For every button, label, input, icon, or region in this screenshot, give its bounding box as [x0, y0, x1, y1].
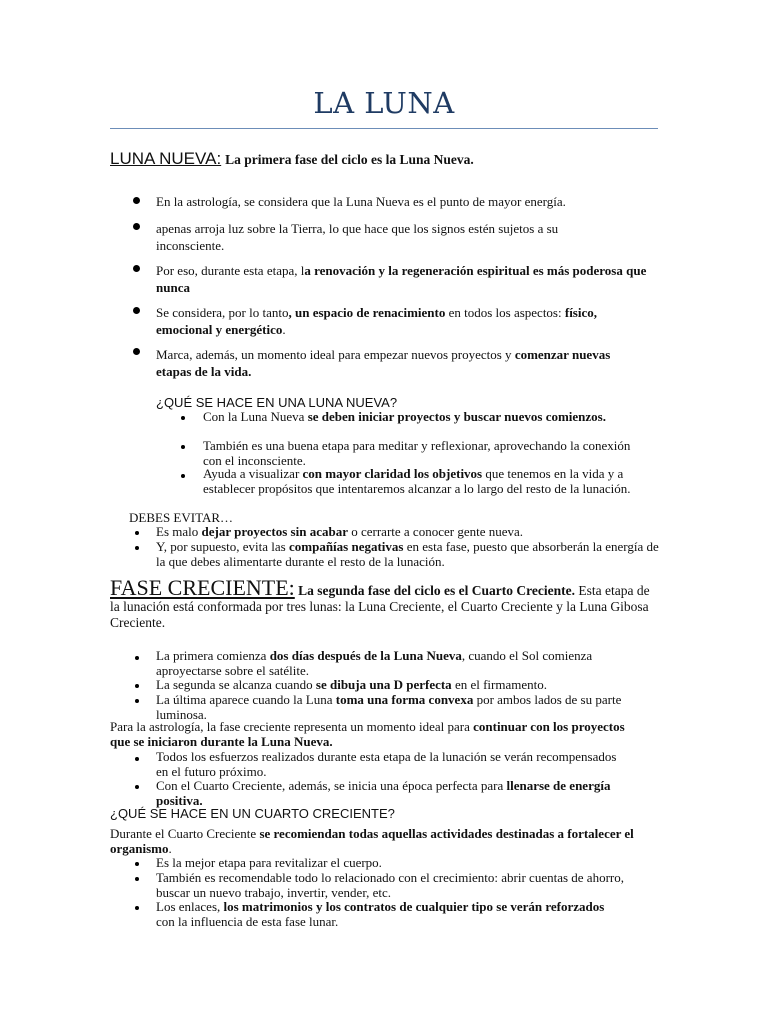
fc-c2-bold: se dibuja una D perfecta [315, 677, 452, 692]
ln-q3-text: Ayuda a visualizar [203, 466, 303, 481]
ln-q1-bold: se deben iniciar proyectos y buscar nuevos comienzos. [307, 409, 606, 424]
ln-b3-text: Por eso, durante esta etapa, l [156, 263, 305, 278]
ln-avoid-item-1 [156, 524, 656, 539]
ln-question-heading: ¿QUÉ SE HACE EN UNA LUNA NUEVA? [156, 395, 398, 410]
document-title: LA LUNA [313, 86, 455, 120]
fc-e3-bold: los matrimonios y los contratos de cualquier tipo se verán reforzados [223, 899, 605, 914]
fc-d2-text: Con el Cuarto Creciente, además, se inicia una época perfecta para [156, 778, 507, 793]
ln-bullet-1: En la astrología, se considera que la Luna Nueva es el punto de mayor energía. [156, 194, 566, 209]
fc-e-item-2: También es recomendable todo lo relacionado con el crecimiento: abrir cuentas de ahorro, buscar un nuevo trabajo, invertir, vender, etc. [156, 870, 624, 900]
ln-a2-text: Y, por supuesto, evita las [156, 539, 289, 554]
fc-question-paragraph [110, 826, 660, 856]
bullet-dot [135, 656, 139, 660]
ln-b4-text: Se considera, por lo tanto [156, 305, 289, 320]
fc-c3-bold: toma una forma convexa [335, 692, 474, 707]
fc-p-text: Para la astrología, la fase creciente representa un momento ideal para [110, 719, 474, 734]
fc-c2-text: La segunda se alcanza cuando [156, 677, 316, 692]
ln-q1-text: Con la Luna Nueva [203, 409, 308, 424]
fc-e-item-1: Es la mejor etapa para revitalizar el cuerpo. [156, 855, 382, 870]
fc-detail-1: Todos los esfuerzos realizados durante esta etapa de la lunación se verán recompensados en el futuro próximo. [156, 749, 617, 779]
bullet-dot [135, 684, 139, 688]
bullet-dot [133, 223, 140, 230]
section-luna-nueva-heading [110, 149, 670, 169]
bullet-dot [135, 757, 139, 761]
bullet-dot [133, 197, 140, 204]
ln-b3-bold: a renovación y la regeneración espiritual es más poderosa que nunca [156, 263, 647, 295]
fc-detail-2 [156, 778, 636, 808]
fc-c2-end: en el firmamento. [451, 677, 547, 692]
ln-bullet-4 [156, 304, 656, 338]
fc-item-1 [156, 648, 656, 678]
ln-q3-bold: con mayor claridad los objetivos [302, 466, 483, 481]
bullet-dot [135, 906, 139, 910]
ln-a1-text: Es malo [156, 524, 202, 539]
luna-nueva-intro: La primera fase del ciclo es la Luna Nueva. [225, 152, 474, 167]
ln-avoid-item-2 [156, 539, 661, 569]
ln-a1-bold: dejar proyectos sin acabar [201, 524, 348, 539]
bullet-dot [135, 699, 139, 703]
bullet-dot [135, 877, 139, 881]
fc-intro-bold: La segunda fase del ciclo es el Cuarto Creciente. [294, 583, 575, 598]
bullet-dot [135, 546, 139, 550]
section-fase-creciente-intro [110, 575, 650, 631]
bullet-dot [181, 416, 185, 420]
bullet-dot [133, 265, 140, 272]
bullet-dot [135, 531, 139, 535]
fc-qp-text: Durante el Cuarto Creciente [110, 826, 260, 841]
ln-b5-text: Marca, además, un momento ideal para empezar nuevos proyectos y [156, 347, 515, 362]
ln-q-item-3 [203, 467, 663, 496]
fc-e-item-3 [156, 899, 626, 929]
ln-q3-end: que tenemos en la vida y a establecer propósitos que intentaremos alcanzar a lo largo del resto de la lunación. [203, 466, 631, 496]
fc-qp-end: . [168, 841, 172, 856]
bullet-dot [135, 785, 139, 789]
title-rule [110, 128, 658, 129]
fc-paragraph [110, 720, 640, 749]
fc-c1-text: La primera comienza [156, 648, 270, 663]
ln-b5-bold: comenzar nuevas etapas de la vida. [156, 347, 611, 379]
bullet-dot [181, 474, 185, 478]
ln-b4-mid: en todos los aspectos: [445, 305, 565, 320]
bullet-dot [135, 862, 139, 866]
fc-p-bold: continuar con los proyectos que se iniciaron durante la Luna Nueva. [110, 719, 625, 749]
bullet-dot [133, 307, 140, 314]
ln-q-item-1 [203, 409, 613, 424]
ln-q-item-2: También es una buena etapa para meditar y reflexionar, aprovechando la conexión con el inconsciente. [203, 438, 631, 468]
bullet-dot [181, 445, 185, 449]
ln-avoid-heading: DEBES EVITAR… [129, 510, 234, 525]
fc-e3-end: con la influencia de esta fase lunar. [156, 914, 339, 929]
fc-item-3 [156, 692, 656, 722]
fc-d2-bold: llenarse de energía positiva. [156, 778, 611, 808]
ln-bullet-2: apenas arroja luz sobre la Tierra, lo que hace que los signos estén sujetos a su inconsciente. [156, 221, 559, 253]
heading-fase-creciente: FASE CRECIENTE: [110, 575, 295, 600]
fc-question-heading: ¿QUÉ SE HACE EN UN CUARTO CRECIENTE? [110, 806, 395, 821]
ln-bullet-3 [156, 262, 656, 296]
ln-b4-bold1: , un espacio de renacimiento [288, 305, 446, 320]
ln-a2-end: en esta fase, puesto que absorberán la energía de la que debes alimentarte durante el resto de la lunación. [156, 539, 659, 569]
fc-e3-text: Los enlaces, [156, 899, 224, 914]
fc-c3-text: La última aparece cuando la Luna [156, 692, 336, 707]
bullet-dot [133, 348, 140, 355]
fc-c3-end: por ambos lados de su parte luminosa. [156, 692, 622, 722]
fc-c1-end: , cuando el Sol comienza aproyectarse sobre el satélite. [156, 648, 593, 678]
ln-a2-bold: compañías negativas [289, 539, 404, 554]
ln-a1-end: o cerrarte a conocer gente nueva. [347, 524, 524, 539]
fc-qp-bold: se recomiendan todas aquellas actividades destinadas a fortalecer el organismo [110, 826, 634, 856]
fc-c1-bold: dos días después de la Luna Nueva [269, 648, 462, 663]
fc-intro-rest: Esta etapa de la lunación está conformada por tres lunas: la Luna Creciente, el Cuarto Creciente y la Luna Gibosa Creciente. [110, 583, 650, 630]
heading-luna-nueva: LUNA NUEVA: [110, 149, 222, 168]
fc-item-2 [156, 677, 656, 692]
ln-bullet-5 [156, 346, 636, 380]
ln-b4-bold2: físico, emocional y energético [156, 305, 597, 337]
ln-b4-end: . [282, 322, 286, 337]
